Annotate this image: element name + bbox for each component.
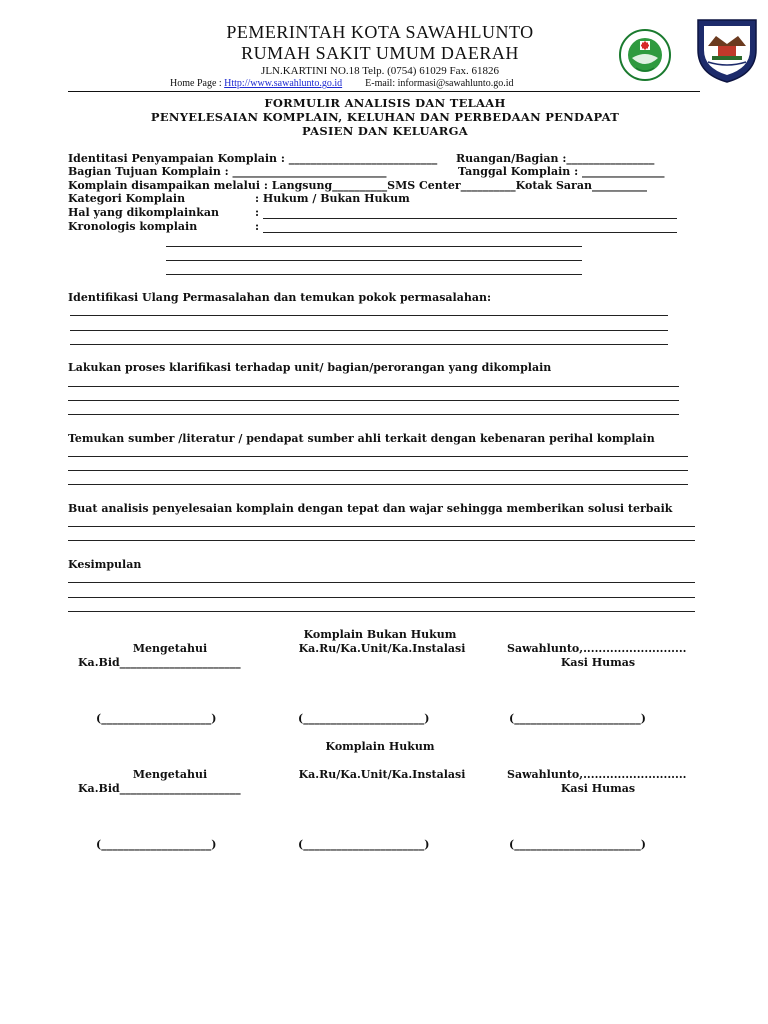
signature-slot[interactable]: (______________________) [298, 712, 430, 725]
kabid-field[interactable]: Ka.Bid______________________ [78, 656, 241, 669]
section-hukum-title: Komplain Hukum [325, 740, 435, 753]
section-bukan-hukum-title: Komplain Bukan Hukum [303, 628, 457, 641]
question-klarifikasi: Lakukan proses klarifikasi terhadap unit/ bagian/perorangan yang dikomplain [68, 361, 552, 374]
form-title-3: PASIEN DAN KELUARGA [302, 124, 468, 138]
answer-line[interactable] [68, 540, 695, 541]
hal-colon: : [255, 206, 260, 219]
disampaikan-field[interactable]: Komplain disampaikan melalui : Langsung__________SMS Center__________Kotak Saran__________ [68, 179, 647, 192]
question-analisis: Buat analisis penyelesaian komplain dengan tepat dan wajar sehingga memberikan solusi terbaik [68, 502, 673, 515]
hal-label: Hal yang dikomplainkan [68, 206, 219, 219]
kronologis-line[interactable] [263, 232, 677, 233]
kategori-label: Kategori Komplain [68, 192, 186, 205]
answer-line[interactable] [68, 611, 695, 612]
kasi-humas-label: Kasi Humas [560, 782, 636, 795]
question-identifikasi: Identifikasi Ulang Permasalahan dan temukan pokok permasalahan: [68, 291, 492, 304]
bagian-field[interactable]: Bagian Tujuan Komplain : ____________________________ [68, 165, 387, 178]
homepage-label: Home Page : [170, 78, 222, 89]
kabid-field[interactable]: Ka.Bid______________________ [78, 782, 241, 795]
answer-line[interactable] [68, 386, 679, 387]
mengetahui-label: Mengetahui [132, 642, 208, 655]
answer-line[interactable] [68, 597, 695, 598]
signature-slot[interactable]: (______________________) [298, 838, 430, 851]
hal-line[interactable] [263, 218, 677, 219]
answer-line[interactable] [68, 470, 688, 471]
answer-line[interactable] [70, 330, 668, 331]
kronologis-colon: : [255, 220, 260, 233]
sawahlunto-shield-logo [694, 16, 760, 84]
sawahlunto-date-field[interactable]: Sawahlunto,........................... [507, 768, 687, 781]
tanggal-field[interactable]: Tanggal Komplain : _______________ [458, 165, 665, 178]
form-title-1: FORMULIR ANALISIS DAN TELAAH [264, 96, 506, 110]
signature-slot[interactable]: (_______________________) [509, 838, 646, 851]
identitas-field[interactable]: Identitasi Penyampaian Komplain : ___________________________ [68, 152, 438, 165]
header-line1: PEMERINTAH KOTA SAWAHLUNTO [226, 22, 534, 42]
question-sumber: Temukan sumber /literatur / pendapat sumber ahli terkait dengan kebenaran perihal komplain [68, 432, 655, 445]
mengetahui-label: Mengetahui [132, 768, 208, 781]
question-kesimpulan: Kesimpulan [68, 558, 142, 571]
form-title-2: PENYELESAIAN KOMPLAIN, KELUHAN DAN PERBEDAAN PENDAPAT [150, 110, 620, 124]
kronologis-line[interactable] [166, 246, 582, 247]
karu-label: Ka.Ru/Ka.Unit/Ka.Instalasi [298, 768, 466, 781]
header-divider [68, 91, 700, 92]
signature-slot[interactable]: (____________________) [96, 712, 217, 725]
signature-slot[interactable]: (_______________________) [509, 712, 646, 725]
bakti-husada-logo [618, 28, 672, 82]
answer-line[interactable] [68, 484, 688, 485]
answer-line[interactable] [70, 344, 668, 345]
homepage-link[interactable]: Http://www.sawahlunto.go.id [224, 78, 343, 89]
signature-slot[interactable]: (____________________) [96, 838, 217, 851]
header-email: E-mail: informasi@sawahlunto.go.id [365, 78, 514, 89]
answer-line[interactable] [68, 400, 679, 401]
answer-line[interactable] [68, 582, 695, 583]
kronologis-line[interactable] [166, 260, 582, 261]
header-line2: RUMAH SAKIT UMUM DAERAH [241, 43, 519, 63]
answer-line[interactable] [68, 456, 688, 457]
answer-line[interactable] [70, 315, 668, 316]
answer-line[interactable] [68, 526, 695, 527]
ruangan-field[interactable]: Ruangan/Bagian :________________ [456, 152, 655, 165]
karu-label: Ka.Ru/Ka.Unit/Ka.Instalasi [298, 642, 466, 655]
sawahlunto-date-field[interactable]: Sawahlunto,........................... [507, 642, 687, 655]
kategori-value[interactable]: : Hukum / Bukan Hukum [255, 192, 410, 205]
kasi-humas-label: Kasi Humas [560, 656, 636, 669]
header-contact [170, 78, 513, 89]
header-address: JLN.KARTINI NO.18 Telp. (0754) 61029 Fax. 61826 [261, 65, 499, 77]
kronologis-label: Kronologis komplain [68, 220, 198, 233]
answer-line[interactable] [68, 414, 679, 415]
kronologis-line[interactable] [166, 274, 582, 275]
